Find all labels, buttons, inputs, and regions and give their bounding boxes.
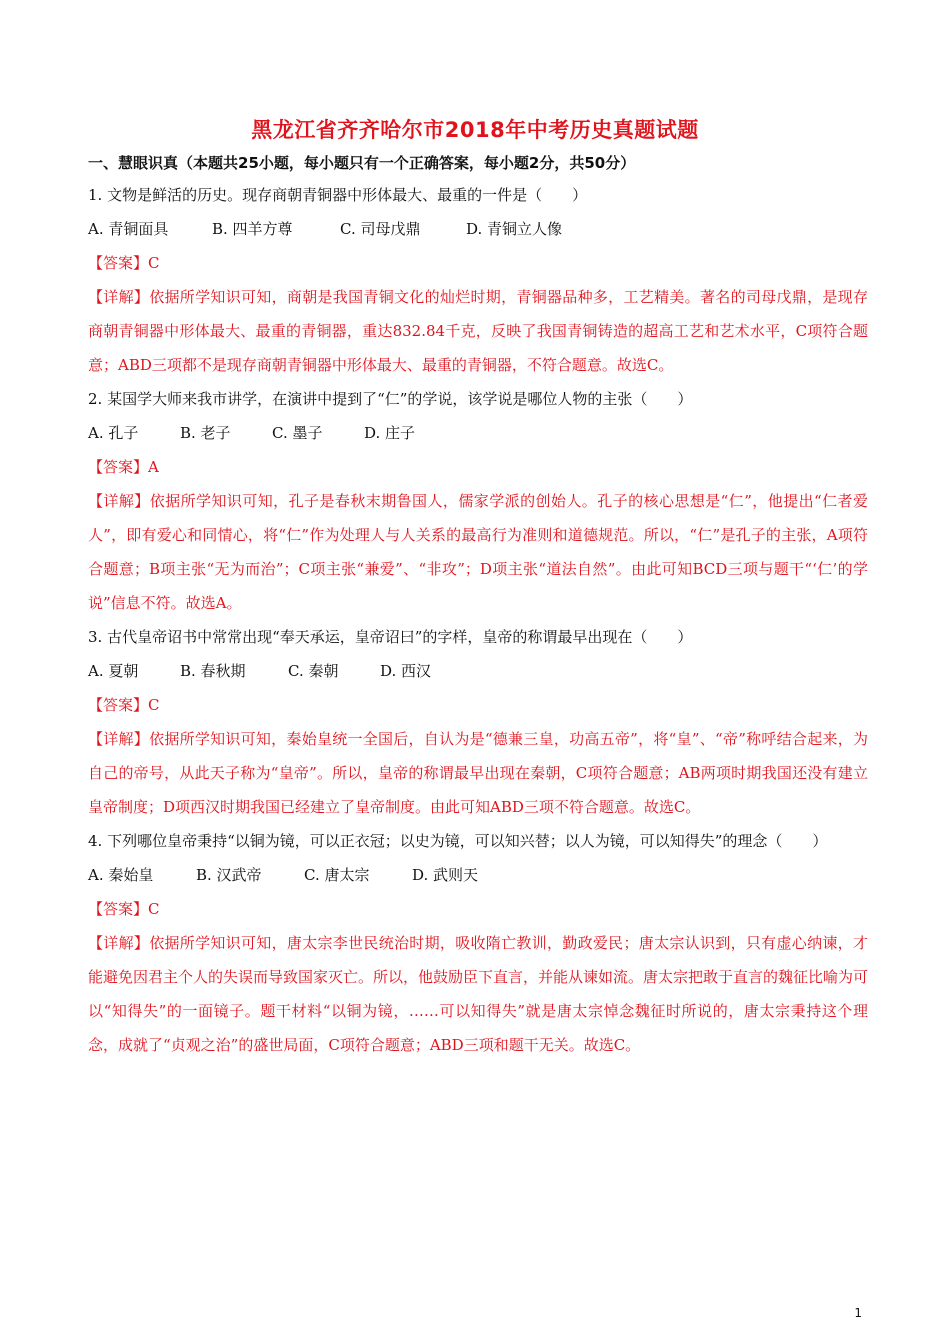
option-d: D. 庄子 xyxy=(364,424,416,442)
detail-tag: 【详解】 xyxy=(88,934,150,952)
option-b: B. 四羊方尊 xyxy=(212,220,293,238)
explanation xyxy=(88,280,868,382)
question-stem: 1. 文物是鲜活的历史。现存商朝青铜器中形体最大、最重的一件是（ ） xyxy=(88,186,588,204)
option-c: C. 司母戊鼎 xyxy=(340,220,421,238)
answer-line xyxy=(88,450,868,484)
detail-tag: 【详解】 xyxy=(88,288,150,306)
explanation xyxy=(88,484,868,620)
option-b: B. 汉武帝 xyxy=(196,866,262,884)
option-d: D. 青铜立人像 xyxy=(466,220,563,238)
answer-tag: 【答案】 xyxy=(88,900,149,918)
answer-value: C xyxy=(148,696,160,714)
option-d: D. 西汉 xyxy=(380,662,432,680)
answer-line xyxy=(88,892,868,926)
question-options xyxy=(88,416,868,450)
option-a: A. 秦始皇 xyxy=(88,866,154,884)
explanation xyxy=(88,722,868,824)
answer-tag: 【答案】 xyxy=(88,696,149,714)
question-block xyxy=(88,620,868,824)
page-number: 1 xyxy=(854,1306,862,1320)
document-title: 黑龙江省齐齐哈尔市2018年中考历史真题试题 xyxy=(251,118,699,142)
answer-value: A xyxy=(148,458,159,476)
detail-text: 依据所学知识可知，孔子是春秋末期鲁国人，儒家学派的创始人。孔子的核心思想是“仁”，他提出“仁者爱人”，即有爱心和同情心，将“仁”作为处理人与人关系的最高行为准则和道德规范。所以，“仁”是孔子的主张，A项符合题意；B项主张“无为而治”；C项主张“兼爱”、“非攻”；D项主张“道法自然”。由此可知BCD三项与题干“‘仁’的学说”信息不符。故选A。 xyxy=(88,492,868,612)
option-c: C. 唐太宗 xyxy=(304,866,370,884)
option-a: A. 青铜面具 xyxy=(88,220,169,238)
answer-tag: 【答案】 xyxy=(88,254,149,272)
answer-value: C xyxy=(148,900,160,918)
question-stem: 3. 古代皇帝诏书中常常出现“奉天承运，皇帝诏曰”的字样，皇帝的称谓最早出现在（ ） xyxy=(88,628,693,646)
detail-text: 依据所学知识可知，唐太宗李世民统治时期，吸收隋亡教训，勤政爱民；唐太宗认识到，只有虚心纳谏，才能避免因君主个人的失误而导致国家灭亡。所以，他鼓励臣下直言，并能从谏如流。唐太宗把敢于直言的魏征比喻为可以“知得失”的一面镜子。题干材料“以铜为镜，……可以知得失”就是唐太宗悼念魏征时所说的，唐太宗秉持这个理念，成就了“贞观之治”的盛世局面，C项符合题意；ABD三项和题干无关。故选C。 xyxy=(88,934,869,1054)
question-stem: 2. 某国学大师来我市讲学，在演讲中提到了“仁”的学说，该学说是哪位人物的主张（ ） xyxy=(88,390,693,408)
option-c: C. 墨子 xyxy=(272,424,323,442)
question-stem: 4. 下列哪位皇帝秉持“以铜为镜，可以正衣冠；以史为镜，可以知兴替；以人为镜，可以知得失”的理念（ ） xyxy=(88,832,828,850)
answer-value: C xyxy=(148,254,160,272)
answer-line xyxy=(88,688,868,722)
option-b: B. 老子 xyxy=(180,424,231,442)
question-block xyxy=(88,382,868,620)
detail-text: 依据所学知识可知，商朝是我国青铜文化的灿烂时期，青铜器品种多，工艺精美。著名的司母戊鼎，是现存商朝青铜器中形体最大、最重的青铜器，重达832.84千克，反映了我国青铜铸造的超高工艺和艺术水平，C项符合题意；ABD三项都不是现存商朝青铜器中形体最大、最重的青铜器，不符合题意。故选C。 xyxy=(88,288,868,374)
option-b: B. 春秋期 xyxy=(180,662,246,680)
option-c: C. 秦朝 xyxy=(288,662,339,680)
detail-tag: 【详解】 xyxy=(88,730,150,748)
option-a: A. 夏朝 xyxy=(88,662,139,680)
explanation xyxy=(88,926,868,1062)
question-list xyxy=(88,178,868,1062)
question-block xyxy=(88,178,868,382)
question-options xyxy=(88,654,868,688)
question-options xyxy=(88,858,868,892)
option-d: D. 武则天 xyxy=(412,866,479,884)
detail-text: 依据所学知识可知，秦始皇统一全国后，自认为是“德兼三皇，功高五帝”，将“皇”、“帝”称呼结合起来，为自己的帝号，从此天子称为“皇帝”。所以，皇帝的称谓最早出现在秦朝，C项符合题意；AB两项时期我国还没有建立皇帝制度；D项西汉时期我国已经建立了皇帝制度。由此可知ABD三项不符合题意。故选C。 xyxy=(88,730,868,816)
question-block xyxy=(88,824,868,1062)
section-heading: 一、慧眼识真（本题共25小题，每小题只有一个正确答案，每小题2分，共50分） xyxy=(88,154,636,172)
answer-line xyxy=(88,246,868,280)
answer-tag: 【答案】 xyxy=(88,458,149,476)
detail-tag: 【详解】 xyxy=(88,492,150,510)
option-a: A. 孔子 xyxy=(88,424,139,442)
question-options xyxy=(88,212,868,246)
